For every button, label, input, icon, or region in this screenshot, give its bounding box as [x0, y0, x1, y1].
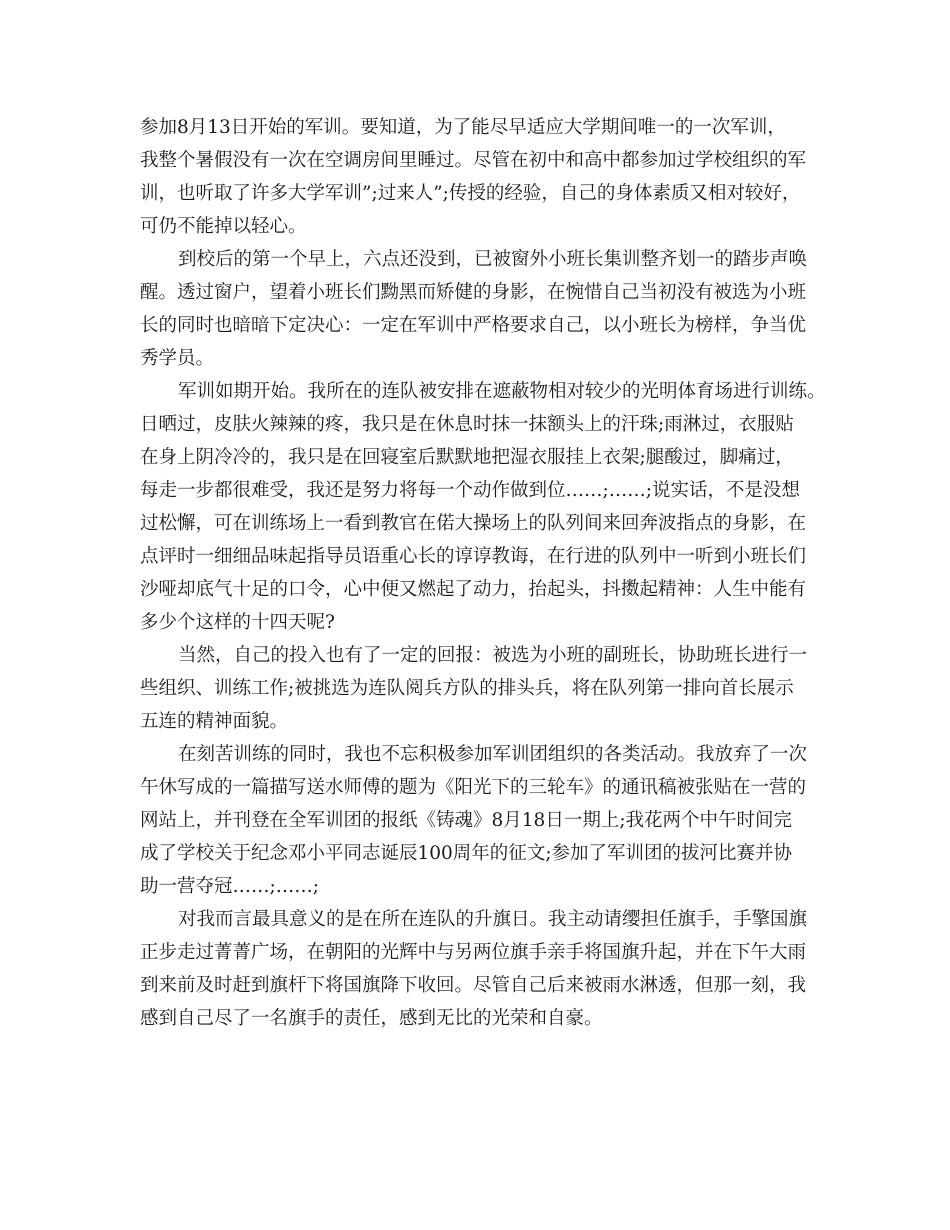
paragraph-2	[140, 243, 820, 375]
text-line: 助一营夺冠……;……;	[140, 876, 319, 897]
text-line: 每走一步都很难受，我还是努力将每一个动作做到位……;……;说实话，不是没想	[140, 480, 800, 501]
text-line: 成了学校关于纪念邓小平同志诞辰100周年的征文;参加了军训团的拔河比赛并协	[140, 843, 793, 864]
paragraph-1	[140, 111, 820, 243]
text-line: 在身上阴冷冷的，我只是在回寝室后默默地把湿衣服挂上衣架;腿酸过，脚痛过，	[140, 447, 794, 468]
paragraph-4	[140, 639, 820, 738]
text-line: 可仍不能掉以轻心。	[140, 216, 307, 237]
text-line: 点评时一细细品味起指导员语重心长的谆谆教诲，在行进的队列中一听到小班长们	[140, 546, 807, 567]
text-line: 多少个这样的十四天呢?	[140, 612, 335, 633]
text-line: 长的同时也暗暗下定决心：一定在军训中严格要求自己，以小班长为榜样，争当优	[140, 315, 807, 336]
article-body	[140, 111, 826, 1035]
text-line: 日晒过，皮肤火辣辣的疼，我只是在休息时抹一抹额头上的汗珠;雨淋过，衣服贴	[140, 414, 794, 435]
text-line: 网站上，并刊登在全军训团的报纸《铸魂》8月18日一期上;我花两个中午时间完	[140, 810, 793, 831]
text-line: 我整个暑假没有一次在空调房间里睡过。尽管在初中和高中都参加过学校组织的军	[140, 150, 807, 171]
paragraph-3	[140, 375, 826, 639]
text-line: 过松懈，可在训练场上一看到教官在偌大操场上的队列间来回奔波指点的身影，在	[140, 513, 807, 534]
text-line: 五连的精神面貌。	[140, 711, 289, 732]
text-line: 秀学员。	[140, 348, 215, 369]
text-line: 感到自己尽了一名旗手的责任，感到无比的光荣和自豪。	[140, 1008, 603, 1029]
text-line: 正步走过菁菁广场，在朝阳的光辉中与另两位旗手亲手将国旗升起，并在下午大雨	[140, 942, 807, 963]
paragraph-6	[140, 903, 820, 1035]
paragraph-5	[140, 738, 820, 903]
text-line: 当然，自己的投入也有了一定的回报：被选为小班的副班长，协助班长进行一	[178, 645, 808, 666]
text-line: 军训如期开始。我所在的连队被安排在遮蔽物相对较少的光明体育场进行训练。	[178, 381, 826, 402]
text-line: 到校后的第一个早上，六点还没到，已被窗外小班长集训整齐划一的踏步声唤	[178, 249, 808, 270]
text-line: 沙哑却底气十足的口令，心中便又燃起了动力，抬起头，抖擞起精神：人生中能有	[140, 579, 807, 600]
text-line: 参加8月13日开始的军训。要知道，为了能尽早适应大学期间唯一的一次军训，	[140, 117, 786, 138]
text-line: 午休写成的一篇描写送水师傅的题为《阳光下的三轮车》的通讯稿被张贴在一营的	[140, 777, 807, 798]
text-line: 对我而言最具意义的是在所在连队的升旗日。我主动请缨担任旗手，手擎国旗	[178, 909, 808, 930]
text-line: 在刻苦训练的同时，我也不忘积极参加军训团组织的各类活动。我放弃了一次	[178, 744, 808, 765]
text-line: 到来前及时赶到旗杆下将国旗降下收回。尽管自己后来被雨水淋透，但那一刻，我	[140, 975, 807, 996]
text-line: 些组织、训练工作;被挑选为连队阅兵方队的排头兵，将在队列第一排向首长展示	[140, 678, 794, 699]
text-line: 醒。透过窗户，望着小班长们黝黑而矫健的身影，在惋惜自己当初没有被选为小班	[140, 282, 807, 303]
text-line: 训，也听取了许多大学军训”;过来人”;传授的经验，自己的身体素质又相对较好，	[140, 183, 801, 204]
